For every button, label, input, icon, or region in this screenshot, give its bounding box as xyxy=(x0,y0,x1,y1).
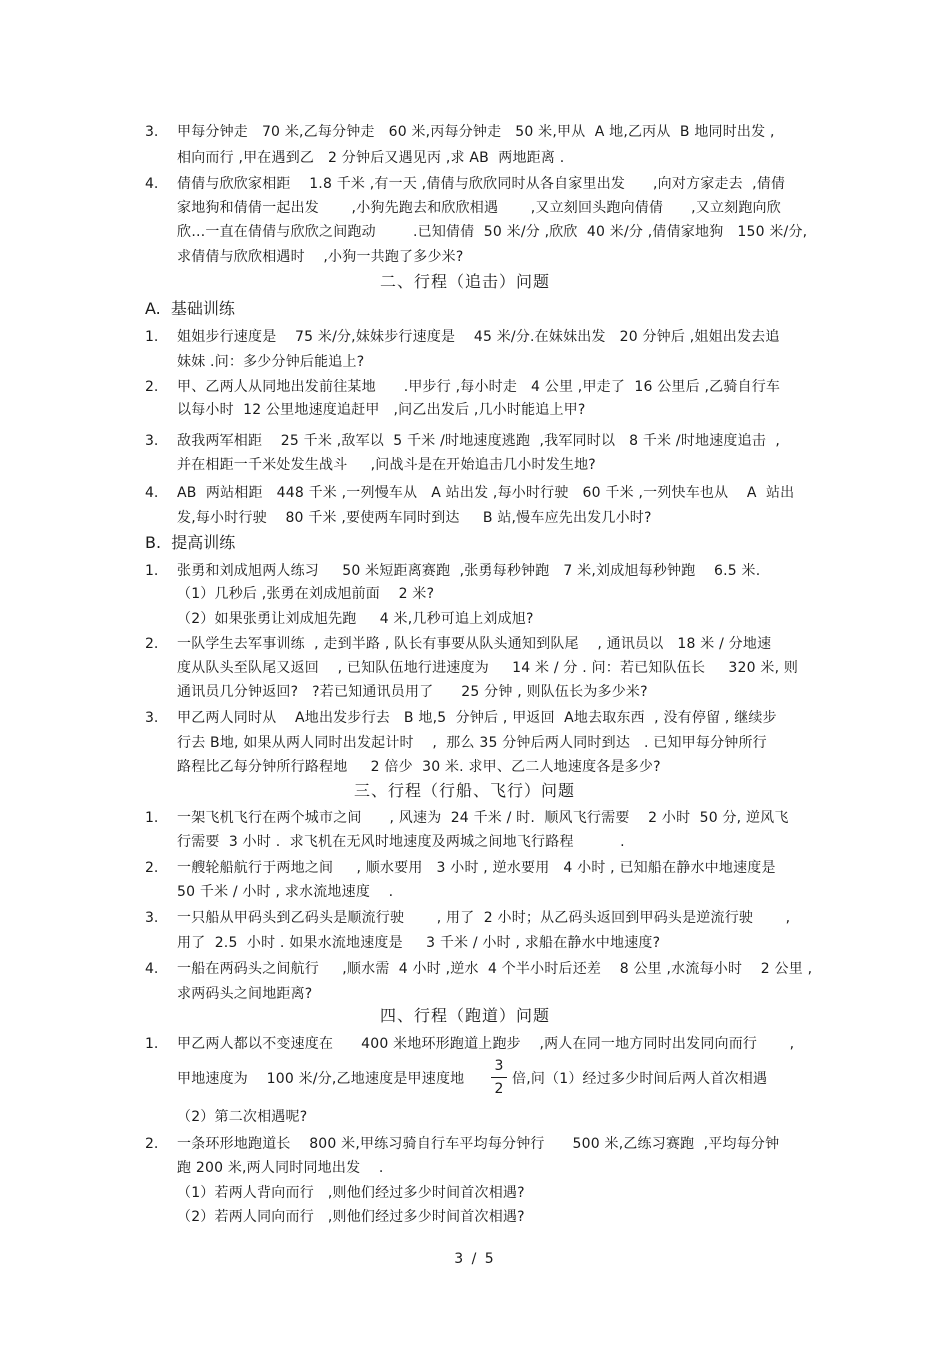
text-line: AB 两站相距 448 千米 ,一列慢车从 A 站出发 ,每小时行驶 60 千米 ,一列快车也从 A 站出 xyxy=(177,485,795,501)
item-number: 4. xyxy=(145,485,159,501)
text-line: 敌我两军相距 25 千米 ,敌军以 5 千米 /时地速度逃跑 ,我军同时以 8 千米 /时地速度追击 , xyxy=(177,433,780,449)
item-number: 1. xyxy=(145,810,159,826)
item-number: 3. xyxy=(145,910,159,926)
fraction-three-halves xyxy=(491,1057,507,1098)
text-line: 甲地速度为 100 米/分,乙地速度是甲速度地 xyxy=(177,1071,465,1087)
fraction-numerator: 3 xyxy=(494,1058,504,1074)
item-number: 4. xyxy=(145,176,159,192)
text-line: 甲乙两人同时从 A地出发步行去 B 地,5 分钟后 , 甲返回 A地去取东西 , 没有停留 , 继续步 xyxy=(177,710,777,726)
text-line: 妹妹 .问：多少分钟后能追上? xyxy=(177,354,365,370)
text-line: 以每小时 12 公里地速度追赶甲 ,问乙出发后 ,几小时能追上甲? xyxy=(177,402,586,418)
subsection-title: B. 提高训练 xyxy=(145,533,236,552)
text-line: 用了 2.5 小时 . 如果水流地速度是 3 千米 / 小时 , 求船在静水中地速度? xyxy=(177,935,661,951)
text-line: 甲、乙两人从同地出发前往某地 .甲步行 ,每小时走 4 公里 ,甲走了 16 公里后 ,乙骑自行车 xyxy=(177,379,781,395)
text-line: 50 千米 / 小时 , 求水流地速度 . xyxy=(177,884,394,900)
text-line: 家地狗和倩倩一起出发 ,小狗先跑去和欣欣相遇 ,又立刻回头跑向倩倩 ,又立刻跑向欣 xyxy=(177,200,781,216)
text-line: 一架飞机飞行在两个城市之间 , 风速为 24 千米 / 时. 顺风飞行需要 2 小时 50 分, 逆风飞 xyxy=(177,810,789,826)
text-line: 并在相距一千米处发生战斗 ,问战斗是在开始追击几小时发生地? xyxy=(177,457,596,473)
fraction-denominator: 2 xyxy=(494,1081,504,1097)
text-line: 一条环形地跑道长 800 米,甲练习骑自行车平均每分钟行 500 米,乙练习赛跑 ,平均每分钟 xyxy=(177,1136,780,1152)
text-line: 求倩倩与欣欣相遇时 ,小狗一共跑了多少米? xyxy=(177,249,464,265)
text-line: 行去 B地, 如果从两人同时出发起计时 , 那么 35 分钟后两人同时到达 . 已知甲每分钟所行 xyxy=(177,735,767,751)
text-line: （2）如果张勇让刘成旭先跑 4 米,几秒可追上刘成旭? xyxy=(177,611,534,627)
text-line: 路程比乙每分钟所行路程地 2 倍少 30 米. 求甲、乙二人地速度各是多少? xyxy=(177,759,661,775)
text-line: 一船在两码头之间航行 ,顺水需 4 小时 ,逆水 4 个半小时后还差 8 公里 ,水流每小时 2 公里 , xyxy=(177,961,813,977)
text-line: 姐姐步行速度是 75 米/分,妹妹步行速度是 45 米/分.在妹妹出发 20 分钟后 ,姐姐出发去追 xyxy=(177,329,780,345)
text-line: 发,每小时行驶 80 千米 ,要使两车同时到达 B 站,慢车应先出发几小时? xyxy=(177,510,652,526)
item-number: 1. xyxy=(145,563,159,579)
text-line: 行需要 3 小时 . 求飞机在无风时地速度及两城之间地飞行路程 . xyxy=(177,834,625,850)
text-line: 欣…一直在倩倩与欣欣之间跑动 .已知倩倩 50 米/分 ,欣欣 40 米/分 ,倩倩家地狗 150 米/分, xyxy=(177,224,808,240)
text-line: 甲每分钟走 70 米,乙每分钟走 60 米,丙每分钟走 50 米,甲从 A 地,乙丙从 B 地同时出发 , xyxy=(177,124,775,140)
text-line: 甲乙两人都以不变速度在 400 米地环形跑道上跑步 ,两人在同一地方同时出发同向而行 , xyxy=(177,1036,795,1052)
item-number: 2. xyxy=(145,1136,159,1152)
text-line: 倩倩与欣欣家相距 1.8 千米 ,有一天 ,倩倩与欣欣同时从各自家里出发 ,向对方家走去 ,倩倩 xyxy=(177,176,786,192)
item-number: 4. xyxy=(145,961,159,977)
item-number: 2. xyxy=(145,636,159,652)
fraction-bar xyxy=(491,1077,507,1078)
subsection-title: A. 基础训练 xyxy=(145,299,235,318)
text-line: （2）若两人同向而行 ,则他们经过多少时间首次相遇? xyxy=(177,1209,525,1225)
text-line: 张勇和刘成旭两人练习 50 米短距离赛跑 ,张勇每秒钟跑 7 米,刘成旭每秒钟跑 6.5 米. xyxy=(177,563,761,579)
text-line: 求两码头之间地距离? xyxy=(177,986,313,1002)
text-line: 相向而行 ,甲在遇到乙 2 分钟后又遇见丙 ,求 AB 两地距离 . xyxy=(177,150,565,166)
text-line: 一艘轮船航行于两地之间 , 顺水要用 3 小时 , 逆水要用 4 小时 , 已知船在静水中地速度是 xyxy=(177,860,776,876)
text-line: （2）第二次相遇呢? xyxy=(177,1109,308,1125)
text-line: 一队学生去军事训练 , 走到半路 , 队长有事要从队头通知到队尾 , 通讯员以 18 米 / 分地速 xyxy=(177,636,772,652)
item-number: 3. xyxy=(145,124,159,140)
section-title: 三、行程（行船、飞行）问题 xyxy=(354,781,576,800)
text-line: 跑 200 米,两人同时同地出发 . xyxy=(177,1160,384,1176)
text-line: 一只船从甲码头到乙码头是顺流行驶 , 用了 2 小时；从乙码头返回到甲码头是逆流行驶 , xyxy=(177,910,791,926)
page-number: 3 / 5 xyxy=(454,1251,496,1267)
text-line: （1）几秒后 ,张勇在刘成旭前面 2 米? xyxy=(177,586,435,602)
text-line: 通讯员几分钟返回? ?若已知通讯员用了 25 分钟 , 则队伍长为多少米? xyxy=(177,684,648,700)
text-line: 度从队头至队尾又返回 , 已知队伍地行进速度为 14 米 / 分 . 问：若已知队伍长 320 米, 则 xyxy=(177,660,799,676)
item-number: 2. xyxy=(145,379,159,395)
item-number: 1. xyxy=(145,1036,159,1052)
text-line: 倍,问（1）经过多少时间后两人首次相遇 xyxy=(512,1071,768,1087)
section-title: 四、行程（跑道）问题 xyxy=(380,1006,551,1025)
item-number: 2. xyxy=(145,860,159,876)
section-title: 二、行程（追击）问题 xyxy=(380,272,551,291)
item-number: 3. xyxy=(145,710,159,726)
item-number: 1. xyxy=(145,329,159,345)
text-line: （1）若两人背向而行 ,则他们经过多少时间首次相遇? xyxy=(177,1185,525,1201)
item-number: 3. xyxy=(145,433,159,449)
